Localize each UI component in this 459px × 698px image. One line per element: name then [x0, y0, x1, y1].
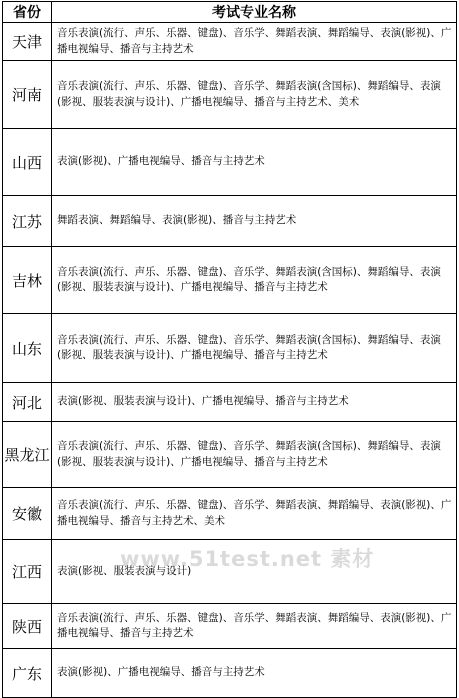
exam-majors-table — [2, 1, 457, 698]
majors-cell: 音乐表演(流行、声乐、乐器、键盘)、音乐学、舞蹈表演(含国标)、舞蹈编导、表演(影视、服装表演与设计)、广播电视编导、播音与主持艺术、美术 — [52, 61, 457, 129]
table-row — [3, 540, 457, 604]
table-row — [3, 196, 457, 247]
majors-cell: 音乐表演(流行、声乐、乐器、键盘)、音乐学、舞蹈表演(含国标)、舞蹈编导、表演(影视、服装表演与设计)、广播电视编导、播音与主持艺术 — [52, 247, 457, 314]
table-row — [3, 488, 457, 540]
majors-cell: 音乐表演(流行、声乐、乐器、键盘)、音乐学、舞蹈表演、舞蹈编导、表演(影视)、广播电视编导、播音与主持艺术 — [52, 23, 457, 61]
province-cell: 山西 — [3, 129, 52, 196]
header-province: 省份 — [3, 2, 52, 23]
province-cell: 山东 — [3, 314, 52, 383]
province-cell: 吉林 — [3, 247, 52, 314]
majors-cell: 表演(影视)、广播电视编导、播音与主持艺术 — [52, 649, 457, 698]
table-row — [3, 383, 457, 422]
table-row — [3, 61, 457, 129]
table-row — [3, 314, 457, 383]
province-cell: 安徽 — [3, 488, 52, 540]
majors-cell: 舞蹈表演、舞蹈编导、表演(影视)、播音与主持艺术 — [52, 196, 457, 247]
province-cell: 黑龙江 — [3, 422, 52, 488]
table-row — [3, 604, 457, 649]
province-cell: 江西 — [3, 540, 52, 604]
majors-cell: 表演(影视、服装表演与设计)、广播电视编导、播音与主持艺术 — [52, 383, 457, 422]
table-row — [3, 649, 457, 698]
header-major: 考试专业名称 — [52, 2, 457, 23]
table-row — [3, 129, 457, 196]
table-row — [3, 422, 457, 488]
majors-cell: 表演(影视)、广播电视编导、播音与主持艺术 — [52, 129, 457, 196]
majors-cell: 音乐表演(流行、声乐、乐器、键盘)、音乐学、舞蹈表演、舞蹈编导、表演(影视)、广播电视编导、播音与主持艺术 — [52, 604, 457, 649]
watermark: www.51test.net 素材 — [120, 547, 375, 571]
majors-cell: 音乐表演(流行、声乐、乐器、键盘)、音乐学、舞蹈表演(含国标)、舞蹈编导、表演(影视、服装表演与设计)、广播电视编导、播音与主持艺术 — [52, 422, 457, 488]
majors-cell: 表演(影视、服装表演与设计) — [52, 540, 457, 604]
province-cell: 陕西 — [3, 604, 52, 649]
province-cell: 广东 — [3, 649, 52, 698]
table-header-row — [3, 2, 457, 23]
table-row — [3, 247, 457, 314]
majors-cell: 音乐表演(流行、声乐、乐器、键盘)、音乐学、舞蹈表演、舞蹈编导、表演(影视)、广播电视编导、播音与主持艺术、美术 — [52, 488, 457, 540]
table-row — [3, 23, 457, 61]
province-cell: 河北 — [3, 383, 52, 422]
majors-cell: 音乐表演(流行、声乐、乐器、键盘)、音乐学、舞蹈表演(含国标)、舞蹈编导、表演(影视、服装表演与设计)、广播电视编导、播音与主持艺术 — [52, 314, 457, 383]
province-cell: 河南 — [3, 61, 52, 129]
province-cell: 江苏 — [3, 196, 52, 247]
province-cell: 天津 — [3, 23, 52, 61]
